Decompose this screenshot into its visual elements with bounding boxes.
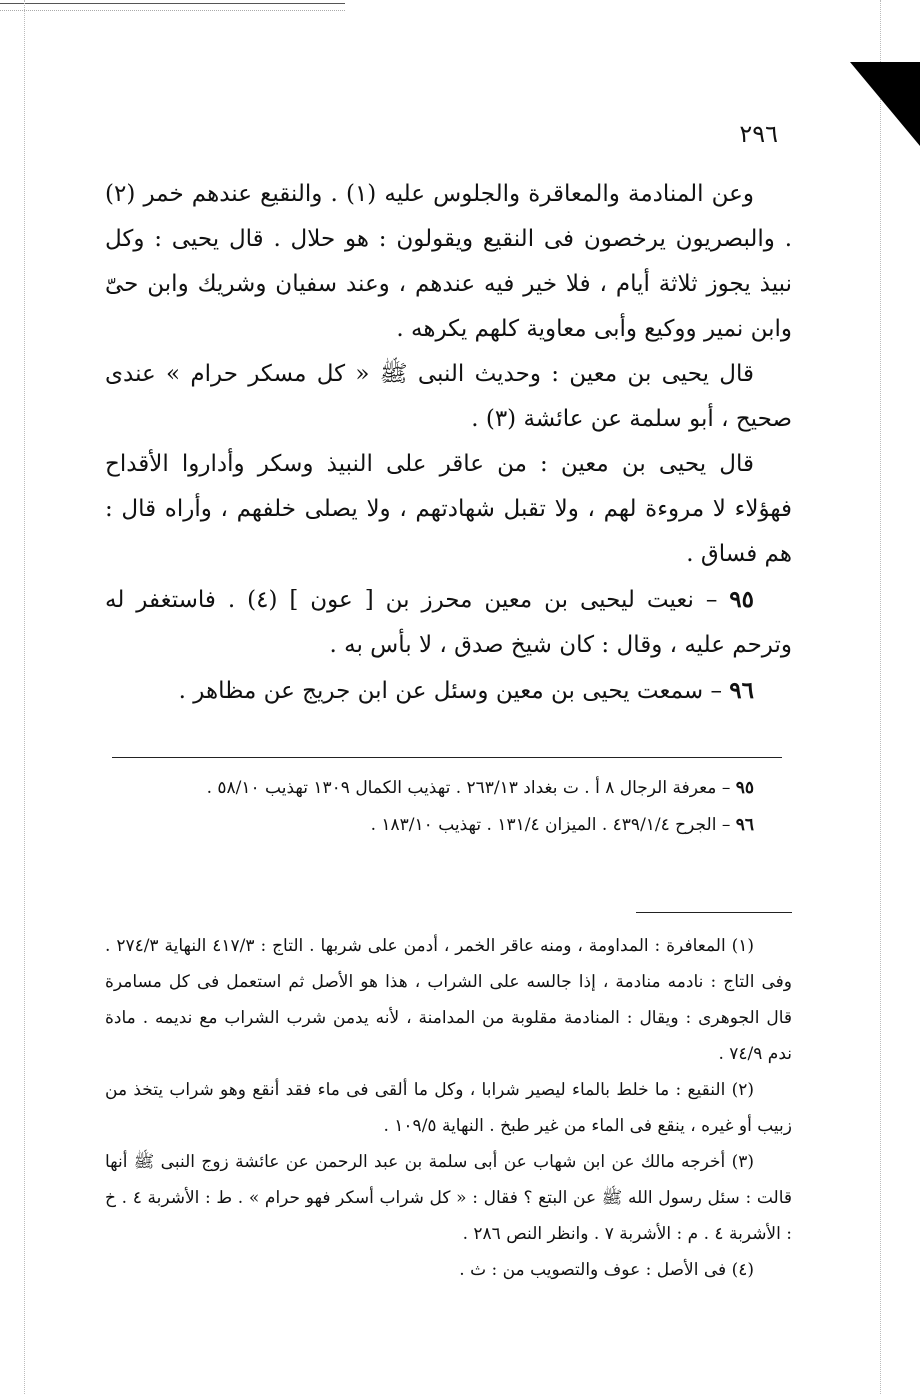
item-95 xyxy=(105,577,792,668)
reference-95-number: ٩٥ xyxy=(735,778,754,798)
item-95-text: – نعيت ليحيى بن معين محرز بن [ عون ] (٤) . فاستغفر له وترحم عليه ، وقال : كان شيخ صدق ، لا بأس به . xyxy=(105,587,792,658)
reference-95 xyxy=(105,770,792,807)
item-96-text: – سمعت يحيى بن معين وسئل عن ابن جريج عن مظاهر . xyxy=(178,678,722,704)
references-section xyxy=(105,770,792,844)
main-text xyxy=(105,172,792,714)
footnotes-separator xyxy=(636,912,792,913)
item-96-number: ٩٦ xyxy=(729,677,754,704)
page-number: ٢٩٦ xyxy=(739,120,778,148)
footnotes-section xyxy=(105,928,792,1288)
right-scan-dotted-line xyxy=(880,0,881,1394)
paragraph-1: وعن المنادمة والمعاقرة والجلوس عليه (١) . والنقيع عندهم خمر (٢) . والبصريون يرخصون فى النقيع ويقولون : هو حلال . قال يحيى : وكل نبيذ يجوز ثلاثة أيام ، فلا خير فيه عندهم ، وعند سفيان وشريك وابن حىّ وابن نمير ووكيع وأبى معاوية كلهم يكرهه . xyxy=(105,181,792,342)
reference-95-text: – معرفة الرجال ٨ أ . ت بغداد ٢٦٣/١٣ . تهذيب الكمال ١٣٠٩ تهذيب ٥٨/١٠ . xyxy=(206,778,731,798)
top-scan-rule xyxy=(0,3,345,4)
item-96 xyxy=(105,668,792,714)
paragraph-2: قال يحيى بن معين : وحديث النبى ﷺ « كل مسكر حرام » عندى صحيح ، أبو سلمة عن عائشة (٣) . xyxy=(105,361,792,432)
footnote-1: (١) المعافرة : المداومة ، ومنه عاقر الخمر ، أدمن على شربها . التاج : ٤١٧/٣ النهاية ٢٧٤/٣ . وفى التاج : نادمه منادمة ، إذا جالسه على الشراب ، هذا هو الأصل ثم استعمل فى كل مسامرة قال الجوهرى : ويقال : المنادمة مقلوبة من المدامنة ، لأنه يدمن شرب الشراب مع نديمه . مادة ندم ٧٤/٩ . xyxy=(105,936,792,1064)
footnote-2: (٢) النقيع : ما خلط بالماء ليصير شرابا ، وكل ما ألقى فى ماء فقد أنقع وهو شراب يتخذ من زبيب أو غيره ، ينقع فى الماء من غير طبخ . النهاية ١٠٩/٥ . xyxy=(105,1080,792,1136)
top-scan-dotted-rule xyxy=(0,10,345,11)
references-separator xyxy=(112,757,782,758)
footnote-3: (٣) أخرجه مالك عن ابن شهاب عن أبى سلمة بن عبد الرحمن عن عائشة زوج النبى ﷺ أنها قالت : سئل رسول الله ﷺ عن البتع ؟ فقال : « كل شراب أسكر فهو حرام » . ط : الأشربة ٤ . خ : الأشربة ٤ . م : الأشربة ٧ . وانظر النص ٢٨٦ . xyxy=(105,1152,793,1244)
item-95-number: ٩٥ xyxy=(729,586,754,613)
reference-96 xyxy=(105,807,792,844)
corner-triangle-mark xyxy=(850,62,920,146)
paragraph-3: قال يحيى بن معين : من عاقر على النبيذ وسكر وأداروا الأقداح فهؤلاء لا مروءة لهم ، ولا تقبل شهادتهم ، ولا يصلى خلفهم ، وأراه قال : هم فساق . xyxy=(105,451,792,567)
reference-96-text: – الجرح ٤٣٩/١/٤ . الميزان ١٣١/٤ . تهذيب ١٨٣/١٠ . xyxy=(370,815,731,835)
footnote-4: (٤) فى الأصل : عوف والتصويب من : ث . xyxy=(459,1260,754,1280)
left-scan-dotted-line xyxy=(24,0,25,1394)
reference-96-number: ٩٦ xyxy=(735,815,754,835)
